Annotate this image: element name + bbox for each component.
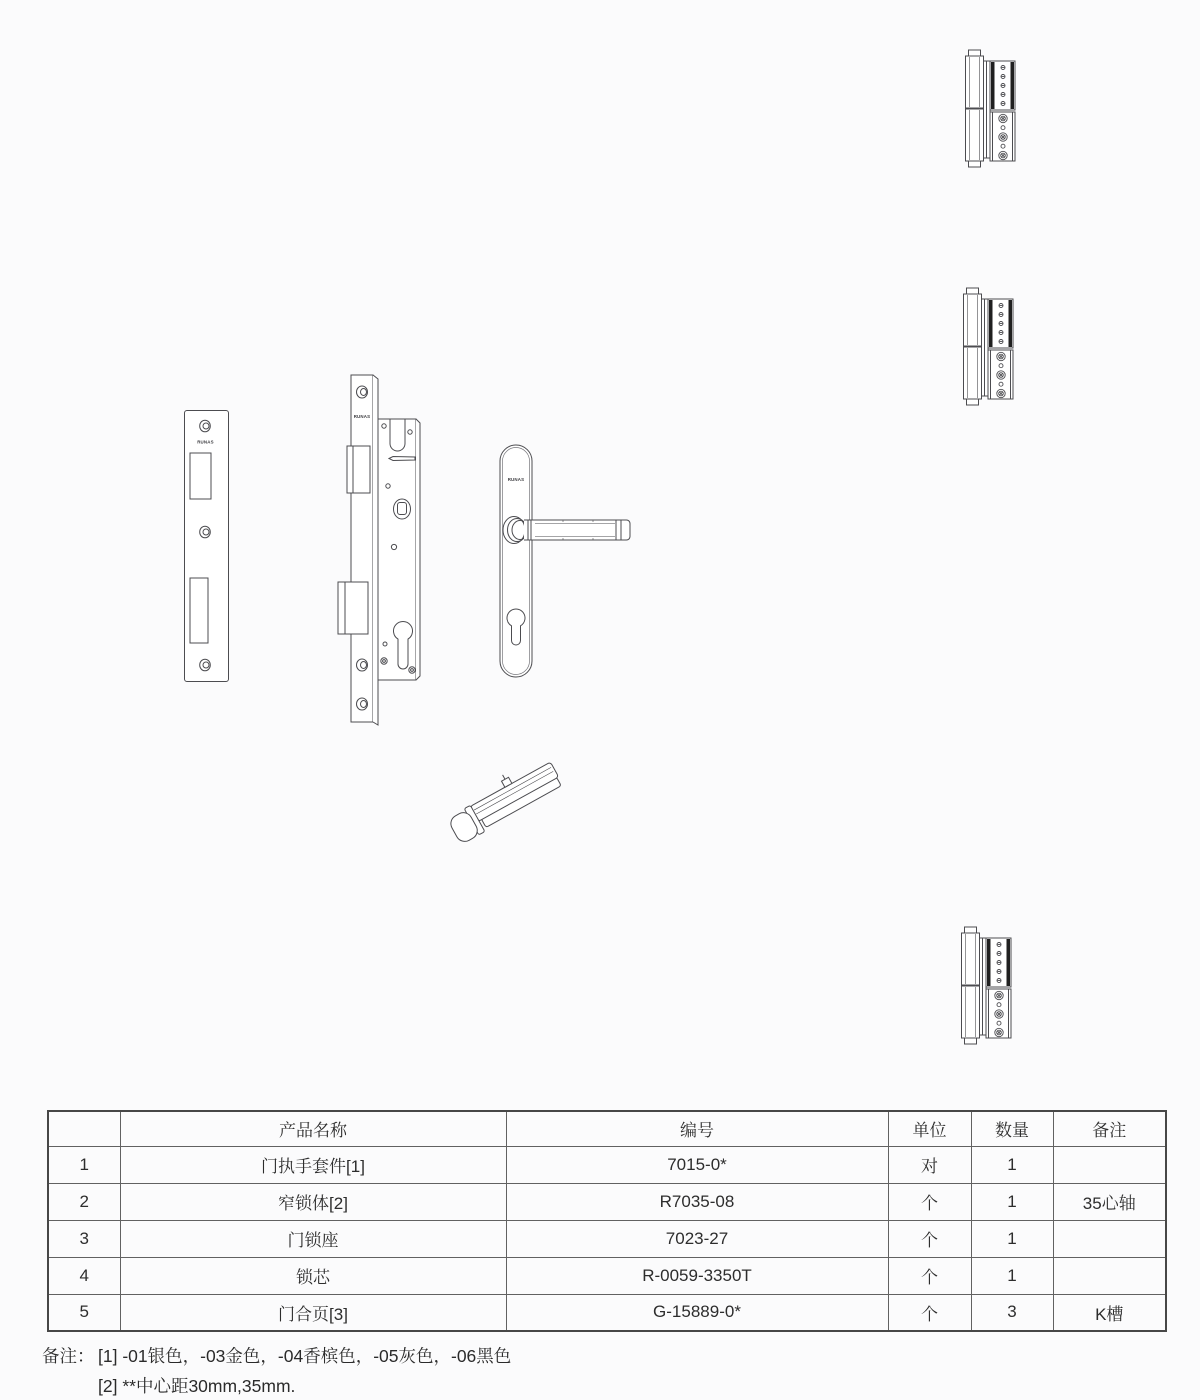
- strike-plate-drawing: [185, 411, 229, 682]
- cell-part-number: 7015-0*: [506, 1146, 888, 1183]
- col-index: [48, 1111, 120, 1146]
- door-handle-drawing: [500, 445, 630, 677]
- cell-unit: 个: [888, 1257, 971, 1294]
- cell-quantity: 1: [971, 1257, 1053, 1294]
- cell-quantity: 1: [971, 1220, 1053, 1257]
- note-line-2: [2] **中心距30mm,35mm.: [98, 1376, 296, 1396]
- col-unit: 单位: [888, 1111, 971, 1146]
- cell-part-number: R7035-08: [506, 1183, 888, 1220]
- cell-remark: [1053, 1220, 1166, 1257]
- hinge-drawing-top: [966, 50, 1016, 167]
- cell-unit: 个: [888, 1220, 971, 1257]
- parts-table: [47, 1110, 1167, 1332]
- cell-remark: [1053, 1257, 1166, 1294]
- cell-index: 1: [48, 1146, 120, 1183]
- cell-unit: 对: [888, 1146, 971, 1183]
- lock-cylinder-drawing: [441, 752, 564, 845]
- cell-part-number: R-0059-3350T: [506, 1257, 888, 1294]
- lock-body-drawing: [338, 375, 420, 725]
- cell-unit: 个: [888, 1294, 971, 1331]
- cell-product-name: 门合页[3]: [120, 1294, 506, 1331]
- col-remark: 备注: [1053, 1111, 1166, 1146]
- cell-quantity: 3: [971, 1294, 1053, 1331]
- cell-index: 3: [48, 1220, 120, 1257]
- cell-product-name: 门执手套件[1]: [120, 1146, 506, 1183]
- cell-product-name: 锁芯: [120, 1257, 506, 1294]
- col-quantity: 数量: [971, 1111, 1053, 1146]
- hinge-drawing-middle: [964, 288, 1014, 405]
- cell-index: 5: [48, 1294, 120, 1331]
- table-row: [48, 1257, 1166, 1294]
- cell-part-number: G-15889-0*: [506, 1294, 888, 1331]
- col-part-number: 编号: [506, 1111, 888, 1146]
- cell-index: 4: [48, 1257, 120, 1294]
- brand-logo-text: RUNAS: [353, 414, 371, 419]
- brand-logo-text: RUNAS: [197, 439, 214, 445]
- cell-unit: 个: [888, 1183, 971, 1220]
- cell-remark: [1053, 1146, 1166, 1183]
- cell-product-name: 窄锁体[2]: [120, 1183, 506, 1220]
- col-product-name: 产品名称: [120, 1111, 506, 1146]
- table-row: [48, 1146, 1166, 1183]
- footnotes: [42, 1341, 511, 1400]
- cell-remark: K槽: [1053, 1294, 1166, 1331]
- cell-product-name: 门锁座: [120, 1220, 506, 1257]
- table-row: [48, 1183, 1166, 1220]
- brand-logo-text: RUNAS: [507, 477, 525, 482]
- table-row: [48, 1220, 1166, 1257]
- notes-label: 备注：: [42, 1346, 95, 1366]
- cell-remark: 35心轴: [1053, 1183, 1166, 1220]
- table-header-row: [48, 1111, 1166, 1146]
- cell-quantity: 1: [971, 1183, 1053, 1220]
- note-line-1: [1] -01银色，-03金色，-04香槟色，-05灰色，-06黑色: [98, 1346, 512, 1366]
- cell-part-number: 7023-27: [506, 1220, 888, 1257]
- cell-quantity: 1: [971, 1146, 1053, 1183]
- table-row: [48, 1294, 1166, 1331]
- cell-index: 2: [48, 1183, 120, 1220]
- hinge-drawing-bottom: [962, 927, 1012, 1044]
